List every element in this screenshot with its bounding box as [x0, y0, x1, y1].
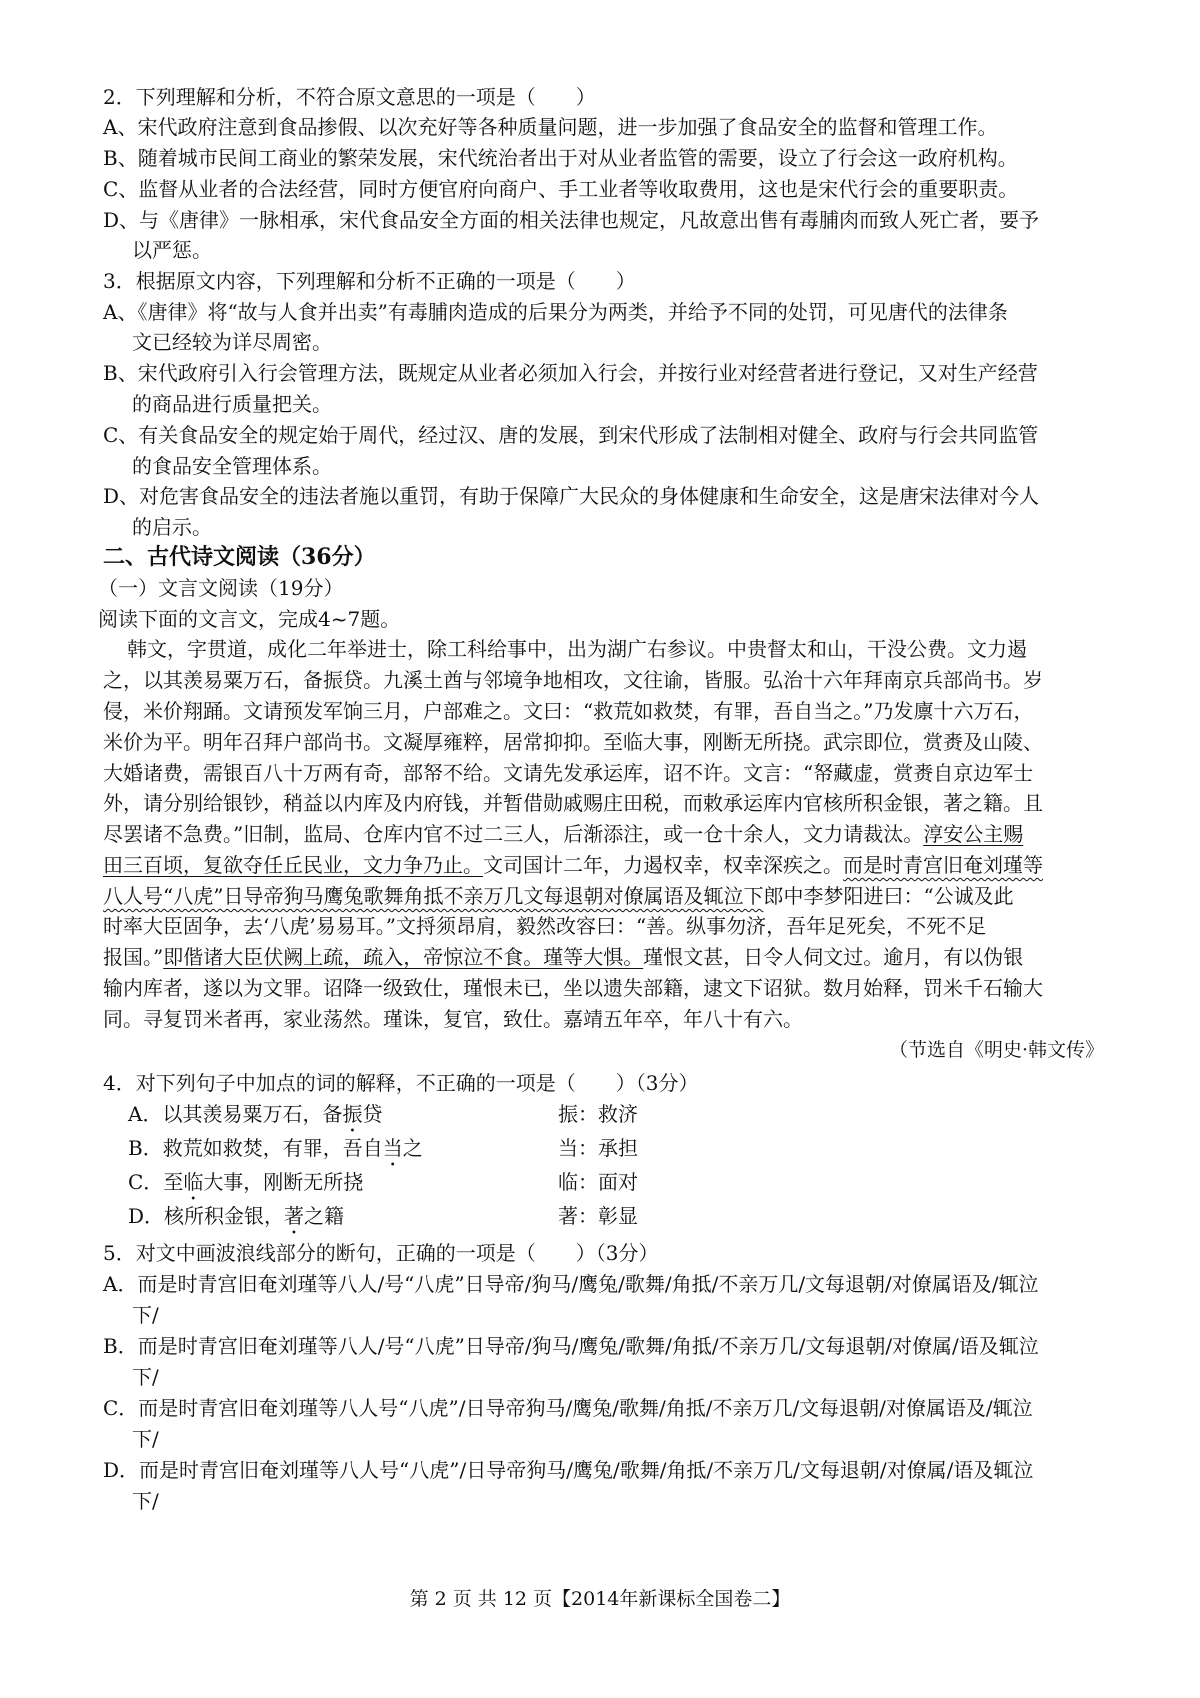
wavy-underlined-sentence: 八人号“八虎”日导帝狗马鹰兔歌舞角抵不亲万几文每退朝对僚属语及辄泣下 — [103, 884, 764, 908]
passage-line: 侵，米价翔踊。文请预发军饷三月，户部难之。文曰：“救荒如救焚，有罪，吾自当之。”乃发廪十六万石， — [103, 699, 1034, 723]
passage-source: （节选自《明史·韩文传》 — [888, 1039, 1104, 1061]
passage-line: 米价为平。明年召拜户部尚书。文凝厚雍粹，居常抑抑。至临大事，刚断无所挠。武宗即位，赏赉及山陵、 — [103, 730, 1043, 754]
q4-stem: 4．对下列句子中加点的词的解释，不正确的一项是（ ）（3分） — [103, 1071, 699, 1095]
passage-text: 郎中李梦阳进曰：“公诚及此 — [763, 884, 1014, 908]
underlined-sentence: 田三百顷，复欲夺任丘民业，文力争乃止。 — [103, 853, 483, 877]
q4-option-b-definition: 当：承担 — [558, 1136, 638, 1160]
q3-option-b-cont: 的商品进行质量把关。 — [132, 392, 332, 416]
q3-option-d: D、对危害食品安全的违法者施以重罚，有助于保障广大民众的身体健康和生命安全，这是唐宋法律对今人 — [103, 484, 1040, 508]
reading-instruction: 阅读下面的文言文，完成4~7题。 — [98, 607, 401, 631]
q5-option-c: C．而是时青宫旧奄刘瑾等八人号“八虎”/日导帝狗马/鹰兔/歌舞/角抵/不亲万几/文每退朝/对僚属语及/辄泣 — [103, 1396, 1033, 1420]
passage-line: 韩文，字贯道，成化二年举进士，除工科给事中，出为湖广右参议。中贵督太和山，干没公费。文力遏 — [127, 637, 1027, 661]
dotted-word: 振 — [342, 1102, 363, 1126]
q3-option-b: B、宋代政府引入行会管理方法，既规定从业者必须加入行会，并按行业对经营者进行登记，又对生产经营 — [103, 361, 1038, 385]
passage-line — [103, 819, 1023, 849]
passage-line — [103, 942, 1023, 972]
passage-line — [103, 850, 1043, 880]
q5-option-c-cont: 下/ — [132, 1427, 159, 1451]
section-subheading: （一）文言文阅读（19分） — [98, 576, 344, 600]
q2-option-c: C、监督从业者的合法经营，同时方便官府向商户、手工业者等收取费用，这也是宋代行会的重要职责。 — [103, 177, 1019, 201]
dotted-word: 当 — [382, 1136, 403, 1160]
q4-option-c-definition: 临：面对 — [558, 1170, 638, 1194]
wavy-underlined-sentence: 而是时青宫旧奄刘瑾等 — [843, 853, 1043, 877]
q2-option-a: A、宋代政府注意到食品掺假、以次充好等各种质量问题，进一步加强了食品安全的监督和管理工作。 — [103, 115, 998, 139]
q2-stem: 2．下列理解和分析，不符合原文意思的一项是（ ） — [103, 85, 596, 109]
underlined-sentence: 淳安公主赐 — [923, 822, 1024, 846]
q3-option-a: A、《唐律》将“故与人食并出卖”有毒脯肉造成的后果分为两类，并给予不同的处罚，可见唐代的法律条 — [103, 300, 1008, 324]
q5-stem: 5．对文中画波浪线部分的断句，正确的一项是（ ）（3分） — [103, 1241, 659, 1265]
passage-text: 尽罢诸不急费。”旧制，监局、仓库内官不过二三人，后渐添注，或一仓十余人，文力请裁汰。 — [103, 822, 924, 846]
q4-option-b: B．救荒如救焚，有罪，吾自当之 当：承担 — [128, 1133, 423, 1171]
passage-text: 瑾恨文甚，日令人伺文过。逾月，有以伪银 — [643, 945, 1024, 969]
q3-option-c-cont: 的食品安全管理体系。 — [132, 454, 332, 478]
q5-option-d: D．而是时青宫旧奄刘瑾等八人号“八虎”/日导帝狗马/鹰兔/歌舞/角抵/不亲万几/文每退朝/对僚属/语及辄泣 — [103, 1458, 1034, 1482]
q5-option-a-cont: 下/ — [132, 1303, 159, 1327]
q5-option-b-cont: 下/ — [132, 1365, 159, 1389]
q5-option-a: A．而是时青宫旧奄刘瑾等八人/号“八虎”日导帝/狗马/鹰兔/歌舞/角抵/不亲万几/文每退朝/对僚属语及/辄泣 — [103, 1272, 1039, 1296]
q5-option-b: B．而是时青宫旧奄刘瑾等八人/号“八虎”日导帝/狗马/鹰兔/歌舞/角抵/不亲万几/文每退朝/对僚属/语及辄泣 — [103, 1334, 1039, 1358]
section-heading: 二、古代诗文阅读（36分） — [103, 544, 376, 570]
dotted-word: 临 — [183, 1170, 204, 1194]
passage-line: 同。寻复罚米者再，家业荡然。瑾诛，复官，致仕。嘉靖五年卒，年八十有六。 — [103, 1007, 803, 1031]
q3-option-d-cont: 的启示。 — [132, 515, 212, 539]
passage-line: 外，请分别给银钞，稍益以内库及内府钱，并暂借勋戚赐庄田税，而敕承运库内官核所积金银，著之籍。且 — [103, 791, 1043, 815]
passage-line: 之，以其羡易粟万石，备振贷。九溪土酋与邻境争地相攻，文往谕，皆服。弘治十六年拜南京兵部尚书。岁 — [103, 668, 1043, 692]
page-footer: 第 2 页 共 12 页【2014年新课标全国卷二】 — [409, 1588, 791, 1610]
underlined-sentence: 即偕诸大臣伏阙上疏，疏入，帝惊泣不食。瑾等大惧。 — [163, 945, 644, 969]
q4-option-d-definition: 著：彰显 — [558, 1204, 638, 1228]
q3-stem: 3．根据原文内容，下列理解和分析不正确的一项是（ ） — [103, 269, 636, 293]
passage-line: 输内库者，遂以为文罪。诏降一级致仕，瑾恨未已，坐以遗失部籍，逮文下诏狱。数月始释，罚米千石输大 — [103, 976, 1043, 1000]
passage-text: 报国。” — [103, 945, 164, 969]
q5-option-d-cont: 下/ — [132, 1489, 159, 1513]
q4-option-a-definition: 振：救济 — [558, 1102, 638, 1126]
passage-text: 文司国计二年，力遏权幸，权幸深疾之。 — [483, 853, 843, 877]
q3-option-c: C、有关食品安全的规定始于周代，经过汉、唐的发展，到宋代形成了法制相对健全、政府与行会共同监管 — [103, 423, 1039, 447]
q2-option-d: D、与《唐律》一脉相承，宋代食品安全方面的相关法律也规定，凡故意出售有毒脯肉而致人死亡者，要予 — [103, 208, 1040, 232]
passage-line: 时率大臣固争，去‘八虎’易易耳。”文捋须昂肩，毅然改容曰：“善。纵事勿济，吾年足死矣，不死不足 — [103, 914, 987, 938]
q2-option-b: B、随着城市民间工商业的繁荣发展，宋代统治者出于对从业者监管的需要，设立了行会这一政府机构。 — [103, 146, 1018, 170]
passage-line: 大婚诸费，需银百八十万两有奇，部帑不给。文请先发承运库，诏不许。文言：“帑藏虚，赏赉自京边军士 — [103, 761, 1034, 785]
q2-option-d-cont: 以严惩。 — [132, 238, 212, 262]
q4-option-c: C．至临大事，刚断无所挠 临：面对 — [128, 1167, 363, 1205]
dotted-word: 著 — [284, 1204, 305, 1228]
q4-option-a: A．以其羡易粟万石，备振贷 振：救济 — [128, 1099, 382, 1137]
q4-option-d: D．核所积金银，著之籍 著：彰显 — [128, 1201, 344, 1239]
passage-line — [103, 881, 1014, 911]
q3-option-a-cont: 文已经较为详尽周密。 — [132, 330, 332, 354]
